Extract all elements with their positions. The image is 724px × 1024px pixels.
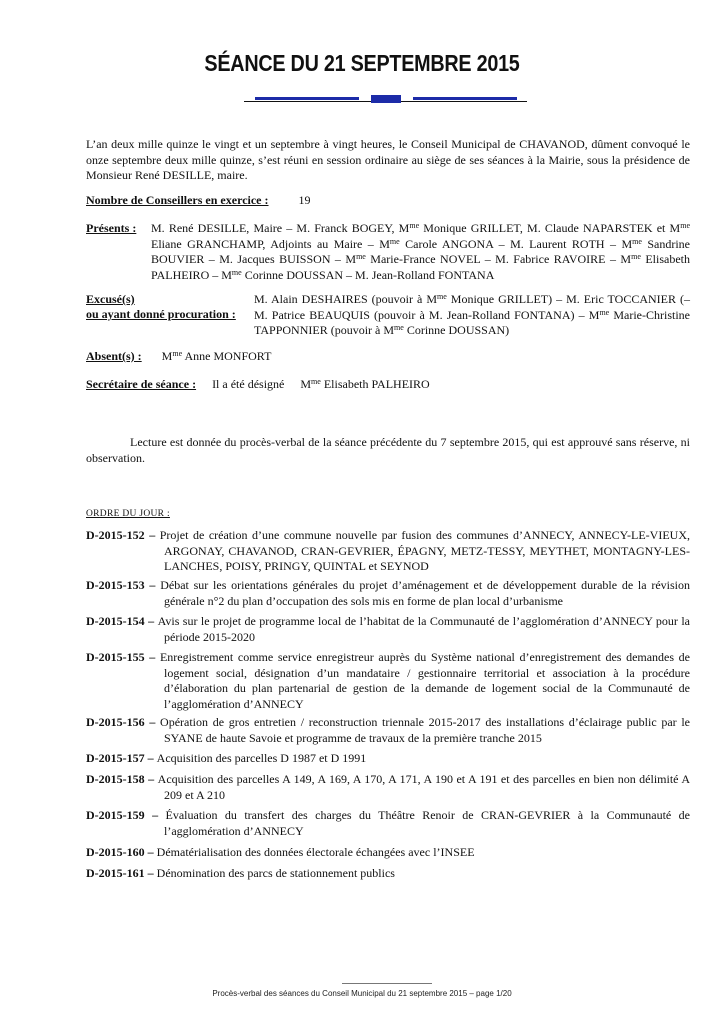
procuration-label: ou ayant donné procuration : bbox=[86, 307, 236, 321]
lecture-paragraph: Lecture est donnée du procès-verbal de la séance précédente du 7 septembre 2015, qui est approuvé sans réserve, ni observation. bbox=[86, 435, 690, 465]
conseillers-label: Nombre de Conseillers en exercice : bbox=[86, 193, 269, 207]
agenda-item: D-2015-158 – Acquisition des parcelles A 149, A 169, A 170, A 171, A 190 et A 191 et des parcelles en bien non délimité A 209 et A 210 bbox=[86, 772, 691, 802]
ordre-du-jour-heading: ORDRE DU JOUR : bbox=[86, 509, 170, 519]
agenda-item: D-2015-152 – Projet de création d’une commune nouvelle par fusion des communes d’ANNECY, ANNECY-LE-VIEUX, ARGONAY, CHAVANOD, CRAN-GEVRIER, ÉPAGNY, METZ-TESSY, MEYTHET, MONTAGNY-LES-LANCHES, POISY, PRINGY, QUINTAL et SEYNOD bbox=[86, 528, 690, 573]
footer-divider bbox=[342, 983, 432, 984]
absents-row: Absent(s) : $M^{me}$ Anne MONFORT bbox=[86, 349, 272, 363]
agenda-item: D-2015-161 – Dénomination des parcs de stationnement publics bbox=[86, 866, 395, 880]
agenda-item: D-2015-160 – Dématérialisation des données électorale échangées avec l’INSEE bbox=[86, 845, 475, 859]
secretaire-row: Secrétaire de séance : Il a été désigné $M^{me}$ Elisabeth PALHEIRO bbox=[86, 377, 430, 391]
secretaire-name: Elisabeth PALHEIRO bbox=[320, 377, 430, 391]
absents-name: Anne MONFORT bbox=[182, 349, 272, 363]
excuses-label: Excusé(s) bbox=[86, 292, 135, 306]
conseillers-value: 19 bbox=[298, 193, 311, 207]
agenda-item: D-2015-156 – Opération de gros entretien / reconstruction triennale 2015-2017 des installations d’éclairage public par le SYANE de haute Savoie et programme de travaux de la première tranche 2015 bbox=[86, 715, 690, 745]
absents-label: Absent(s) : bbox=[86, 349, 142, 363]
presents-label: Présents : bbox=[86, 221, 137, 235]
conseillers-row bbox=[86, 193, 311, 209]
secretaire-label: Secrétaire de séance : bbox=[86, 377, 197, 391]
agenda-item: D-2015-153 – Débat sur les orientations générales du projet d’aménagement et de développement durable de la révision générale n°2 du plan d’occupation des sols mis en forme de plan local d’urbanisme bbox=[86, 578, 691, 608]
intro-paragraph: L’an deux mille quinze le vingt et un septembre à vingt heures, le Conseil Municipal de CHAVANOD, dûment convoqué le onze septembre deux mille quinze, s’est réuni en session ordinaire au siège de ses séances à la Mairie, sous la présidence de Monsieur René DESILLE, maire. bbox=[86, 137, 690, 182]
agenda-item: D-2015-155 – Enregistrement comme service enregistreur auprès du Système national d’enregistrement des demandes de logement social, désignation d’un mandataire / gestionnaire territorial et association à la procédure d’élaboration du plan partenarial de gestion de la demande de logement social de la Communauté de l’agglomération d’ANNECY bbox=[86, 650, 691, 711]
page-title: SÉANCE DU 21 SEPTEMBRE 2015 bbox=[204, 50, 520, 76]
agenda-item: D-2015-154 – Avis sur le projet de programme local de l’habitat de la Communauté de l’agglomération d’ANNECY pour la période 2015-2020 bbox=[86, 614, 690, 644]
presents-list: M. René DESILLE, Maire – M. Franck BOGEY, $M^{me}$ Monique GRILLET, M. Claude NAPARSTEK et $M^{me}$ Eliane GRANCHAMP, Adjoints au Maire – $M^{me}$ Carole ANGONA – M. Laurent ROTH – $M^{me}$ Sandrine BOUVIER – M. Jacques BUISSON – $M^{me}$ Marie-France NOVEL – M. Fabrice RAVOIRE – $M^{me}$ Elisabeth PALHEIRO – $M^{me}$ Corinne DOUSSAN – M. Jean-Rolland FONTANA bbox=[151, 221, 691, 282]
excuses-list: M. Alain DESHAIRES (pouvoir à $M^{me}$ Monique GRILLET) – M. Eric TOCCANIER (– M. Patrice BEAUQUIS (pouvoir à M. Jean-Rolland FONTANA) – $M^{me}$ Marie-Christine TAPPONNIER (pouvoir à $M^{me}$ Corinne DOUSSAN) bbox=[254, 292, 691, 337]
page-footer: Procès-verbal des séances du Conseil Municipal du 21 septembre 2015 – page 1/20 bbox=[212, 989, 512, 998]
agenda-item: D-2015-157 – Acquisition des parcelles D 1987 et D 1991 bbox=[86, 751, 367, 765]
agenda-item: D-2015-159 – Évaluation du transfert des charges du Théâtre Renoir de CRAN-GEVRIER à la Communauté de l’agglomération d’ANNECY bbox=[86, 808, 691, 838]
